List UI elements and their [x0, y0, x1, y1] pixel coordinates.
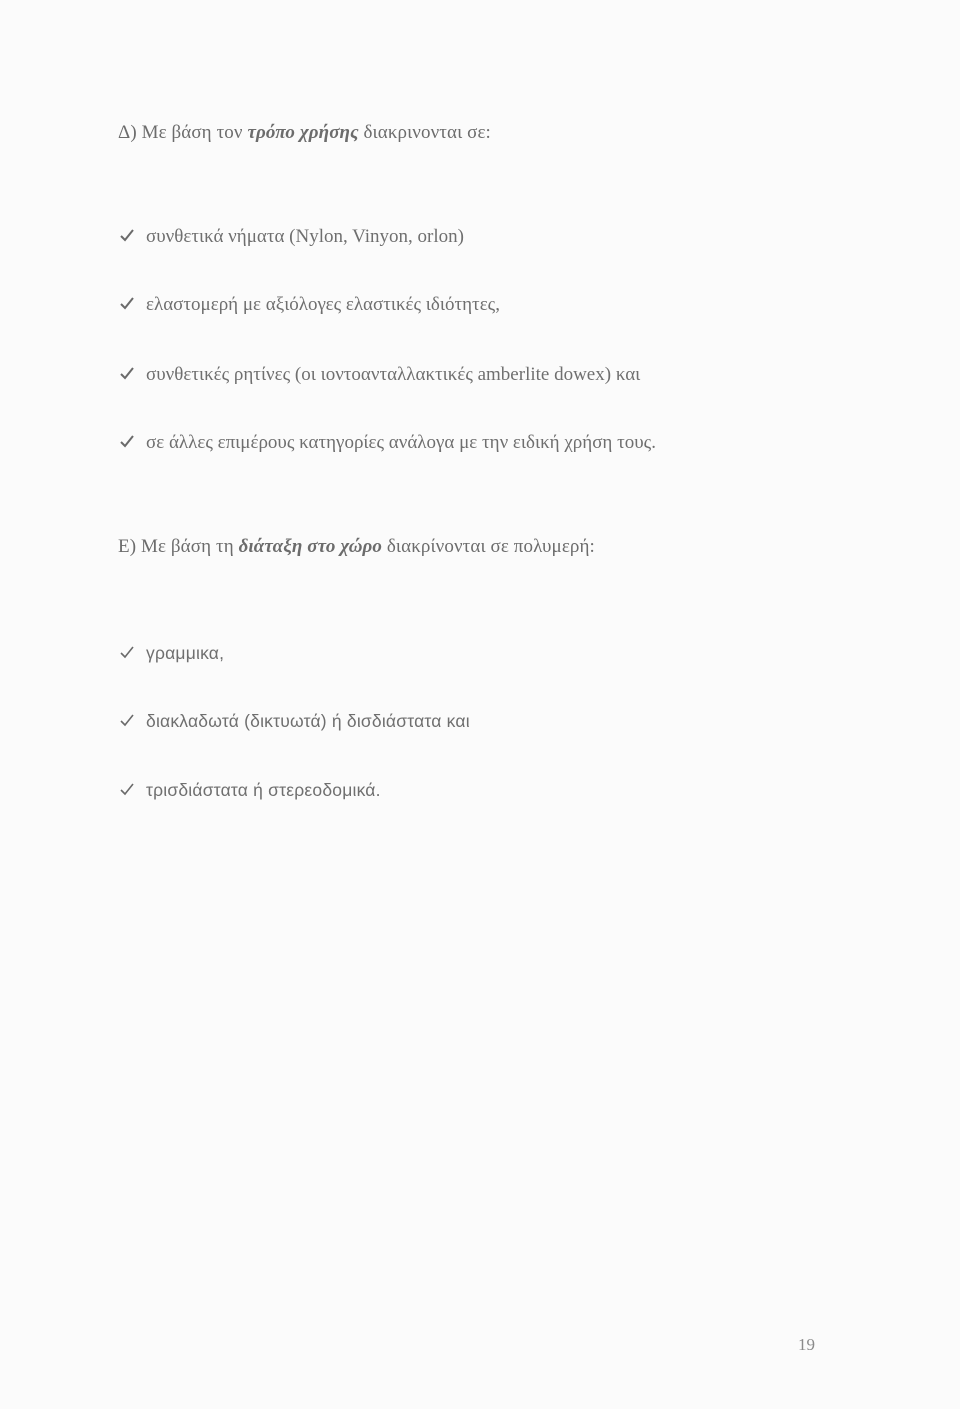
list-item-text: γραμμικα, — [146, 643, 225, 663]
check-mark-icon — [118, 365, 136, 381]
list-item-text: ελαστομερή με αξιόλογες ελαστικές ιδιότητες, — [146, 294, 500, 315]
section-e-suffix: διακρίνονται σε πολυμερή: — [382, 536, 595, 557]
section-e-heading — [118, 536, 595, 558]
list-item — [118, 643, 224, 664]
check-mark-icon — [118, 433, 136, 449]
list-item — [118, 364, 640, 386]
check-mark-icon — [118, 781, 136, 797]
check-mark-icon — [118, 227, 136, 243]
section-e-prefix: Ε) Με βάση τη — [118, 536, 239, 557]
section-d-heading — [118, 122, 491, 144]
list-item — [118, 226, 464, 248]
list-item — [118, 711, 470, 732]
list-item-text: συνθετικές ρητίνες (οι ιοντοανταλλακτικές amberlite dowex) και — [146, 364, 641, 385]
list-item — [118, 432, 656, 454]
page-number: 19 — [798, 1335, 815, 1354]
list-item-text: σε άλλες επιμέρους κατηγορίες ανάλογα με την ειδική χρήση τους. — [146, 432, 656, 453]
section-e-emphasis: διάταξη στο χώρο — [238, 536, 383, 557]
check-mark-icon — [118, 712, 136, 728]
section-d-emphasis: τρόπο χρήσης — [247, 122, 359, 143]
list-item-text: διακλαδωτά (δικτυωτά) ή δισδιάστατα και — [146, 711, 470, 731]
section-d-suffix: διακρινονται σε: — [358, 122, 491, 143]
list-item — [118, 294, 500, 316]
list-item-text: συνθετικά νήματα (Nylon, Vinyon, orlon) — [146, 226, 464, 247]
check-mark-icon — [118, 295, 136, 311]
list-item — [118, 780, 381, 801]
list-item-text: τρισδιάστατα ή στερεοδομικά. — [146, 780, 381, 800]
section-d-prefix: Δ) Με βάση τον — [118, 122, 248, 143]
check-mark-icon — [118, 644, 136, 660]
